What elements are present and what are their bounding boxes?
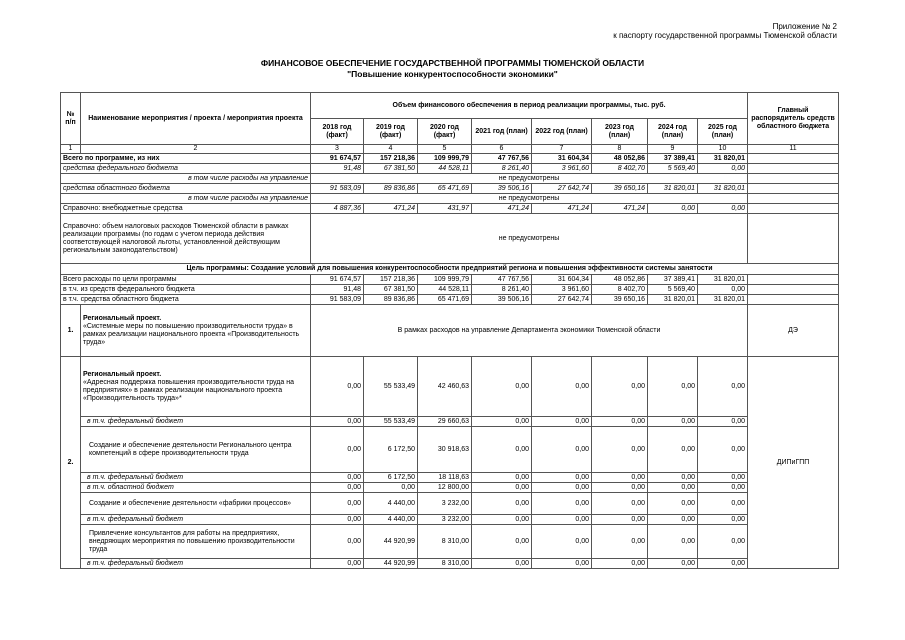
appendix-note <box>613 22 837 40</box>
value-cell: 0,00 <box>311 525 364 559</box>
value-cell: 12 800,00 <box>418 483 472 493</box>
value-cell: 5 569,40 <box>648 285 698 295</box>
value-cell: 89 836,86 <box>364 184 418 194</box>
value-cell: 0,00 <box>472 417 532 427</box>
table-row <box>61 184 839 194</box>
value-cell: 44 920,99 <box>364 525 418 559</box>
table-row <box>61 427 839 473</box>
not-planned-cell: не предусмотрены <box>311 214 748 264</box>
value-cell: 31 820,01 <box>648 295 698 305</box>
value-cell: 0,00 <box>698 204 748 214</box>
value-cell: 0,00 <box>648 525 698 559</box>
table-row <box>61 194 839 204</box>
value-cell: 0,00 <box>472 483 532 493</box>
value-cell: 31 604,34 <box>532 275 592 285</box>
value-cell: 44 528,11 <box>418 164 472 174</box>
manager-cell <box>748 275 839 285</box>
project-num: 2. <box>61 357 81 569</box>
appendix-line-2: к паспорту государственной программы Тюменской области <box>613 31 837 40</box>
value-cell: 471,24 <box>532 204 592 214</box>
value-cell: 4 440,00 <box>364 515 418 525</box>
row-label: Привлечение консультантов для работы на предприятиях, внедряющих мероприятия по повышению производительности труда <box>81 525 311 559</box>
value-cell: 48 052,86 <box>592 275 648 285</box>
value-cell: 6 172,50 <box>364 427 418 473</box>
column-number: 10 <box>698 145 748 154</box>
value-cell: 0,00 <box>532 515 592 525</box>
value-cell: 0,00 <box>698 357 748 417</box>
row-label: в т.ч. из средств федерального бюджета <box>61 285 311 295</box>
value-cell: 0,00 <box>311 515 364 525</box>
value-cell: 0,00 <box>532 525 592 559</box>
value-cell: 18 118,63 <box>418 473 472 483</box>
manager-cell <box>748 174 839 184</box>
value-cell: 44 528,11 <box>418 285 472 295</box>
manager-cell <box>748 184 839 194</box>
value-cell: 0,00 <box>311 559 364 569</box>
header-name: Наименование мероприятия / проекта / мероприятия проекта <box>81 93 311 145</box>
table-row <box>61 483 839 493</box>
table-row <box>61 525 839 559</box>
column-number: 8 <box>592 145 648 154</box>
value-cell: 0,00 <box>532 417 592 427</box>
row-label: средства федерального бюджета <box>61 164 311 174</box>
row-label: Справочно: объем налоговых расходов Тюменской области в рамках реализации программы (по годам с учетом периода действия соответствующей налоговой льготы, установленной действующим региональным законодательством) <box>61 214 311 264</box>
value-cell: 55 533,49 <box>364 357 418 417</box>
project-note: В рамках расходов на управление Департамента экономики Тюменской области <box>311 305 748 357</box>
column-number: 3 <box>311 145 364 154</box>
header-year: 2025 год (план) <box>698 119 748 145</box>
value-cell: 89 836,86 <box>364 295 418 305</box>
value-cell: 3 961,60 <box>532 285 592 295</box>
header-year: 2019 год (факт) <box>364 119 418 145</box>
column-number: 1 <box>61 145 81 154</box>
value-cell: 0,00 <box>592 493 648 515</box>
manager-cell <box>748 194 839 204</box>
value-cell: 0,00 <box>472 559 532 569</box>
value-cell: 8 402,70 <box>592 164 648 174</box>
column-number: 5 <box>418 145 472 154</box>
title-line-2: "Повышение конкурентоспособности экономики" <box>347 69 558 79</box>
table-row <box>61 417 839 427</box>
row-label: в том числе расходы на управление <box>61 194 311 204</box>
value-cell: 31 604,34 <box>532 154 592 164</box>
value-cell: 30 918,63 <box>418 427 472 473</box>
value-cell: 0,00 <box>532 473 592 483</box>
value-cell: 0,00 <box>532 559 592 569</box>
row-label: Справочно: внебюджетные средства <box>61 204 311 214</box>
value-cell: 0,00 <box>311 493 364 515</box>
value-cell: 29 660,63 <box>418 417 472 427</box>
column-number: 7 <box>532 145 592 154</box>
value-cell: 67 381,50 <box>364 285 418 295</box>
value-cell: 0,00 <box>698 525 748 559</box>
project-name <box>81 305 311 357</box>
value-cell: 91 583,09 <box>311 184 364 194</box>
project-title: Региональный проект. <box>83 370 162 378</box>
value-cell: 39 506,16 <box>472 295 532 305</box>
header-year: 2023 год (план) <box>592 119 648 145</box>
value-cell: 3 232,00 <box>418 493 472 515</box>
value-cell: 91 583,09 <box>311 295 364 305</box>
value-cell: 0,00 <box>698 164 748 174</box>
value-cell: 0,00 <box>364 483 418 493</box>
value-cell: 0,00 <box>698 285 748 295</box>
value-cell: 31 820,01 <box>698 295 748 305</box>
value-cell: 27 642,74 <box>532 295 592 305</box>
value-cell: 0,00 <box>311 473 364 483</box>
value-cell: 37 389,41 <box>648 275 698 285</box>
value-cell: 8 261,40 <box>472 285 532 295</box>
value-cell: 91 674,57 <box>311 275 364 285</box>
project-name <box>81 357 311 417</box>
manager-cell <box>748 295 839 305</box>
not-planned-cell: не предусмотрены <box>311 194 748 204</box>
value-cell: 0,00 <box>311 483 364 493</box>
value-cell: 109 999,79 <box>418 154 472 164</box>
value-cell: 157 218,36 <box>364 275 418 285</box>
value-cell: 0,00 <box>311 357 364 417</box>
column-number: 6 <box>472 145 532 154</box>
project-text: «Адресная поддержка повышения производительности труда на предприятиях» в рамках реализации национального проекта «Производительность труда»* <box>83 378 294 402</box>
table-row <box>61 214 839 264</box>
value-cell: 31 820,01 <box>698 184 748 194</box>
header-year: 2024 год (план) <box>648 119 698 145</box>
header-year: 2021 год (план) <box>472 119 532 145</box>
value-cell: 0,00 <box>532 357 592 417</box>
value-cell: 8 261,40 <box>472 164 532 174</box>
row-label: в т.ч. федеральный бюджет <box>81 473 311 483</box>
value-cell: 471,24 <box>472 204 532 214</box>
value-cell: 31 820,01 <box>698 275 748 285</box>
row-label: в т.ч. федеральный бюджет <box>81 515 311 525</box>
value-cell: 0,00 <box>698 493 748 515</box>
value-cell: 0,00 <box>592 427 648 473</box>
header-year: 2020 год (факт) <box>418 119 472 145</box>
value-cell: 0,00 <box>648 417 698 427</box>
value-cell: 0,00 <box>472 357 532 417</box>
table-row <box>61 493 839 515</box>
value-cell: 39 650,16 <box>592 295 648 305</box>
value-cell: 0,00 <box>472 515 532 525</box>
value-cell: 6 172,50 <box>364 473 418 483</box>
row-label: Всего расходы по цели программы <box>61 275 311 285</box>
value-cell: 0,00 <box>648 559 698 569</box>
value-cell: 471,24 <box>364 204 418 214</box>
value-cell: 0,00 <box>698 483 748 493</box>
value-cell: 0,00 <box>698 515 748 525</box>
project-manager: ДИПиГПП <box>748 357 839 569</box>
manager-cell <box>748 154 839 164</box>
value-cell: 0,00 <box>592 559 648 569</box>
value-cell: 39 506,16 <box>472 184 532 194</box>
value-cell: 4 440,00 <box>364 493 418 515</box>
value-cell: 91,48 <box>311 285 364 295</box>
value-cell: 65 471,69 <box>418 295 472 305</box>
not-planned-cell: не предусмотрены <box>311 174 748 184</box>
value-cell: 0,00 <box>532 483 592 493</box>
header-manager: Главный распорядитель средств областного бюджета <box>748 93 839 145</box>
row-label: в том числе расходы на управление <box>61 174 311 184</box>
column-number: 9 <box>648 145 698 154</box>
value-cell: 8 310,00 <box>418 525 472 559</box>
title-line-1: ФИНАНСОВОЕ ОБЕСПЕЧЕНИЕ ГОСУДАРСТВЕННОЙ ПРОГРАММЫ ТЮМЕНСКОЙ ОБЛАСТИ <box>260 58 645 68</box>
project-manager: ДЭ <box>748 305 839 357</box>
value-cell: 55 533,49 <box>364 417 418 427</box>
value-cell: 0,00 <box>592 357 648 417</box>
table-row <box>61 515 839 525</box>
table-row <box>61 559 839 569</box>
value-cell: 0,00 <box>648 483 698 493</box>
row-label: Всего по программе, из них <box>61 154 311 164</box>
value-cell: 109 999,79 <box>418 275 472 285</box>
column-number: 4 <box>364 145 418 154</box>
value-cell: 0,00 <box>648 473 698 483</box>
value-cell: 0,00 <box>698 559 748 569</box>
value-cell: 8 310,00 <box>418 559 472 569</box>
goal-row <box>61 264 839 275</box>
value-cell: 0,00 <box>311 417 364 427</box>
value-cell: 44 920,99 <box>364 559 418 569</box>
value-cell: 0,00 <box>592 417 648 427</box>
table-row <box>61 473 839 483</box>
row-label: в т.ч. областной бюджет <box>81 483 311 493</box>
value-cell: 31 820,01 <box>648 184 698 194</box>
manager-cell <box>748 204 839 214</box>
row-label: средства областного бюджета <box>61 184 311 194</box>
header-volume: Объем финансового обеспечения в период реализации программы, тыс. руб. <box>311 93 748 119</box>
manager-cell <box>748 214 839 264</box>
value-cell: 0,00 <box>648 515 698 525</box>
value-cell: 0,00 <box>472 493 532 515</box>
value-cell: 65 471,69 <box>418 184 472 194</box>
value-cell: 0,00 <box>648 493 698 515</box>
header-year: 2022 год (план) <box>532 119 592 145</box>
project-title: Региональный проект. <box>83 314 162 322</box>
value-cell: 0,00 <box>648 204 698 214</box>
document-title <box>0 58 905 80</box>
appendix-line-1: Приложение № 2 <box>772 22 837 31</box>
project-text: «Системные меры по повышению производительности труда» в рамках реализации национального проекта «Производительность труда» <box>83 322 300 346</box>
table-row <box>61 164 839 174</box>
table-row <box>61 204 839 214</box>
value-cell: 157 218,36 <box>364 154 418 164</box>
value-cell: 0,00 <box>311 427 364 473</box>
value-cell: 47 767,56 <box>472 154 532 164</box>
value-cell: 0,00 <box>532 427 592 473</box>
value-cell: 0,00 <box>698 473 748 483</box>
value-cell: 0,00 <box>532 493 592 515</box>
row-label: в т.ч. федеральный бюджет <box>81 559 311 569</box>
finance-table <box>60 92 839 569</box>
value-cell: 67 381,50 <box>364 164 418 174</box>
value-cell: 37 389,41 <box>648 154 698 164</box>
value-cell: 4 887,36 <box>311 204 364 214</box>
row-label: в т.ч. средства областного бюджета <box>61 295 311 305</box>
value-cell: 471,24 <box>592 204 648 214</box>
header-num: № п/п <box>61 93 81 145</box>
table-row <box>61 174 839 184</box>
value-cell: 8 402,70 <box>592 285 648 295</box>
goal-title: Цель программы: Создание условий для повышения конкурентоспособности предприятий региона и повышения эффективности системы занятости <box>61 264 839 275</box>
value-cell: 31 820,01 <box>698 154 748 164</box>
row-label: Создание и обеспечение деятельности Регионального центра компетенций в сфере производительности труда <box>81 427 311 473</box>
value-cell: 91 674,57 <box>311 154 364 164</box>
value-cell: 0,00 <box>472 525 532 559</box>
value-cell: 47 767,56 <box>472 275 532 285</box>
value-cell: 0,00 <box>698 417 748 427</box>
column-number: 11 <box>748 145 839 154</box>
value-cell: 0,00 <box>698 427 748 473</box>
value-cell: 0,00 <box>472 427 532 473</box>
project-row <box>61 305 839 357</box>
value-cell: 0,00 <box>592 473 648 483</box>
manager-cell <box>748 164 839 174</box>
value-cell: 0,00 <box>472 473 532 483</box>
column-number: 2 <box>81 145 311 154</box>
project-row <box>61 357 839 417</box>
value-cell: 27 642,74 <box>532 184 592 194</box>
value-cell: 91,48 <box>311 164 364 174</box>
value-cell: 0,00 <box>592 483 648 493</box>
table-row <box>61 154 839 164</box>
value-cell: 0,00 <box>592 515 648 525</box>
table-row <box>61 275 839 285</box>
table-row <box>61 295 839 305</box>
value-cell: 3 232,00 <box>418 515 472 525</box>
value-cell: 39 650,16 <box>592 184 648 194</box>
value-cell: 0,00 <box>592 525 648 559</box>
value-cell: 42 460,63 <box>418 357 472 417</box>
project-num: 1. <box>61 305 81 357</box>
value-cell: 5 569,40 <box>648 164 698 174</box>
value-cell: 431,97 <box>418 204 472 214</box>
value-cell: 3 961,60 <box>532 164 592 174</box>
manager-cell <box>748 285 839 295</box>
header-year: 2018 год (факт) <box>311 119 364 145</box>
value-cell: 48 052,86 <box>592 154 648 164</box>
value-cell: 0,00 <box>648 427 698 473</box>
value-cell: 0,00 <box>648 357 698 417</box>
row-label: в т.ч. федеральный бюджет <box>81 417 311 427</box>
table-row <box>61 285 839 295</box>
row-label: Создание и обеспечение деятельности «фабрики процессов» <box>81 493 311 515</box>
